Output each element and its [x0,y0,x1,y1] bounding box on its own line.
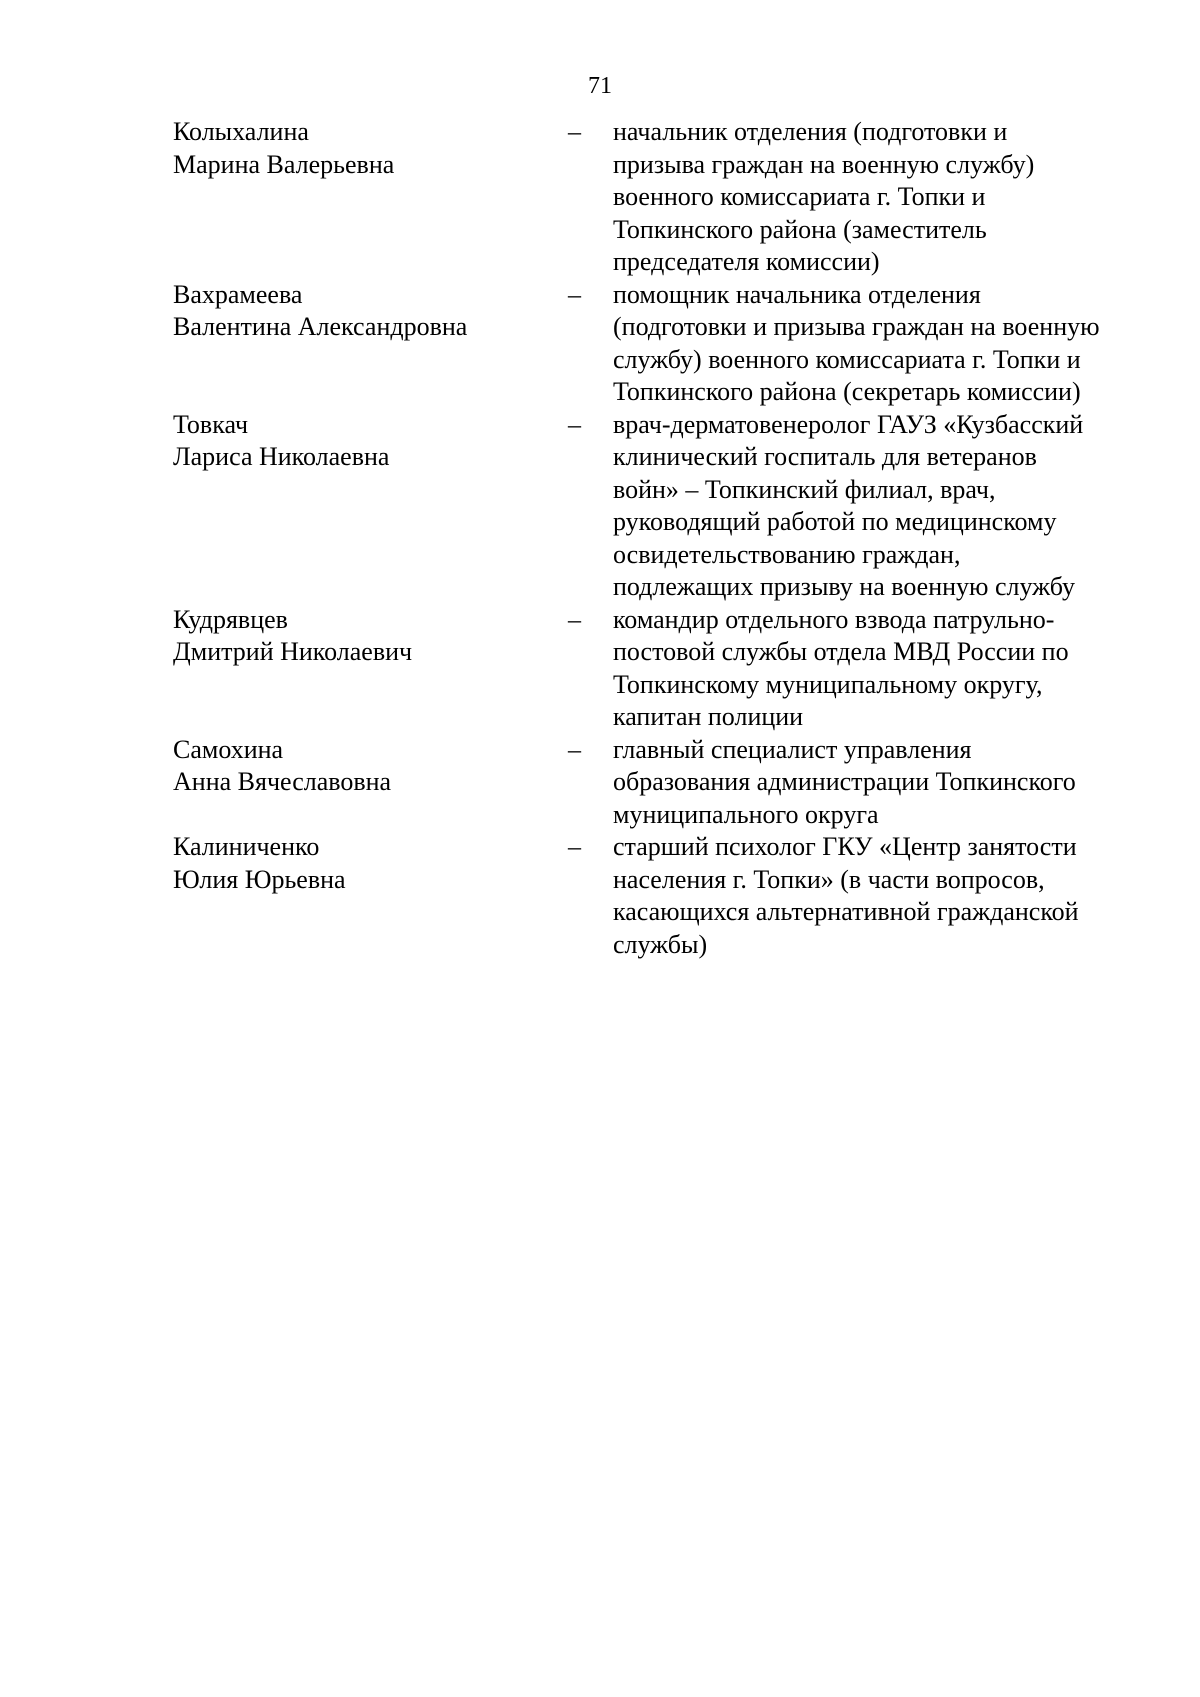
member-name [173,116,568,181]
dash-separator: – [568,117,581,146]
member-surname: Вахрамеева [173,279,303,309]
member-name [173,831,568,896]
member-entry [173,831,1103,961]
member-surname: Товкач [173,409,249,439]
member-position: помощник начальника отделения (подготовки и призыва граждан на военную службу) военного комиссариата г. Топки и Топкинского района (секретарь комиссии) [613,279,1100,406]
member-given-names: Лариса Николаевна [173,442,390,471]
member-given-names: Анна Вячеславовна [173,767,392,796]
member-name [173,409,568,474]
member-surname: Кудрявцев [173,604,288,634]
member-position: врач-дерматовенеролог ГАУЗ «Кузбасский клинический госпиталь для ветеранов войн» – Топкинский филиал, врач, руководящий работой по медицинскому освидетельствованию граждан, подлежащих призыву на военную службу [613,409,1084,601]
member-name [173,279,568,344]
commission-members-list [173,116,1103,961]
member-surname: Колыхалина [173,117,309,146]
member-position: начальник отделения (подготовки и призыва граждан на военную службу) военного комиссариата г. Топки и Топкинского района (заместитель председателя комиссии) [613,117,1035,276]
member-position: главный специалист управления образования администрации Топкинского муниципального округа [613,734,1076,829]
member-position: старший психолог ГКУ «Центр занятости населения г. Топки» (в части вопросов, касающихся альтернативной гражданской службы) [613,832,1079,959]
member-entry [173,116,1103,279]
member-given-names: Юлия Юрьевна [173,864,346,894]
member-entry [173,279,1103,409]
member-given-names: Валентина Александровна [173,312,468,341]
member-given-names: Дмитрий Николаевич [173,637,413,666]
member-position: командир отдельного взвода патрульно-постовой службы отдела МВД России по Топкинскому муниципальному округу, капитан полиции [613,604,1069,731]
member-surname: Самохина [173,734,284,764]
member-entry [173,409,1103,604]
member-surname: Калиниченко [173,832,320,861]
member-entry [173,734,1103,832]
member-name [173,734,568,799]
dash-separator: – [568,604,581,634]
dash-separator: – [568,734,581,764]
member-entry [173,604,1103,734]
dash-separator: – [568,409,581,439]
member-name [173,604,568,669]
member-given-names: Марина Валерьевна [173,149,395,179]
dash-separator: – [568,279,581,309]
page-number: 71 [588,73,612,99]
dash-separator: – [568,832,581,861]
